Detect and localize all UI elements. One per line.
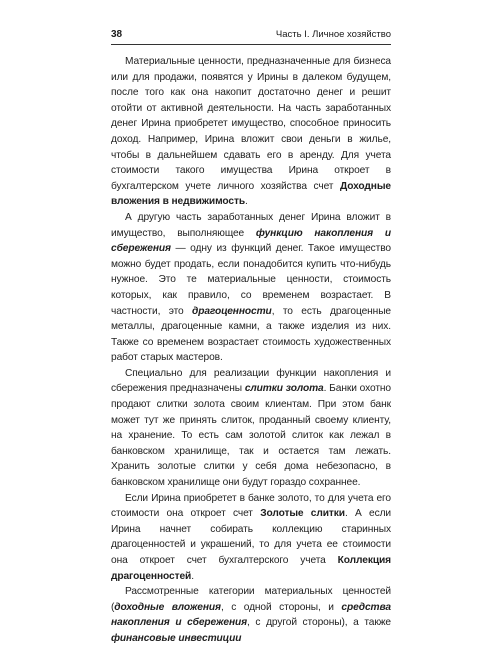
account-name: Доходные вложения в недвижимость: [111, 180, 391, 208]
text-run: .: [245, 196, 248, 208]
emphasized-term: средства накопления и сбережения: [111, 601, 391, 629]
text-run: Материальные ценности, предназначенные для бизнеса или для продажи, появятся у Ирины в далеком будущем, после того как она накопит достаточно денег и решит отойти от активной деятельности. На часть заработанных денег Ирина приобретет имущество, способное приносить доход. Например, Ирина вложит свои деньги в жилье, чтобы в дальнейшем сдавать его в аренду. Для учета стоимости такого имущества Ирина откроет в бухгалтерском учете личного хозяйства счет: [111, 56, 391, 192]
text-run: . Банки охотно продают слитки золота своим клиентам. При этом банк может тут же принять слиток, проданный своему клиенту, на хранение. То есть сам золотой слиток как лежал в банковском хранилище, так и остается там лежать. Хранить золотые слитки у себя дома небезопасно, в банковском хранилище они будут гораздо сохраннее.: [111, 383, 391, 489]
page-header: [111, 26, 391, 44]
text-run: Рассмотренные категории материальных ценностей (: [111, 586, 391, 613]
text-run: Специально для реализации функции накопления и сбережения предназначены: [111, 367, 391, 395]
account-name: Коллекция драгоценностей: [111, 555, 391, 582]
paragraph: [111, 54, 391, 210]
account-name: Золотые слитки: [260, 508, 345, 520]
text-run: , с другой стороны), а также: [247, 617, 391, 629]
text-run: — одну из функций денег. Такое имущество можно будет продать, если понадобится купить что-нибудь нужное. Это те материальные ценности, стоимость которых, как правило, со временем возрастает. В частности, это: [111, 243, 391, 317]
page-number: 38: [111, 29, 123, 40]
running-title: Часть I. Личное хозяйство: [275, 29, 391, 40]
text-run: , то есть драгоценные металлы, драгоценные камни, а также изделия из них. Также со временем возрастает стоимость художественных работ старых мастеров.: [111, 305, 391, 364]
paragraph: [111, 584, 391, 646]
emphasized-term: финансовые инвестиции: [111, 632, 242, 644]
text-run: Если Ирина приобретет в банке золото, то для учета его стоимости она откроет счет: [111, 492, 391, 520]
text-run: , с одной стороны, и: [220, 601, 342, 613]
emphasized-term: функцию накопления и сбережения: [111, 227, 391, 255]
emphasized-term: доходные вложения: [114, 601, 221, 613]
paragraph: [111, 366, 391, 491]
text-run: .: [191, 570, 194, 582]
body-text: [111, 54, 391, 647]
emphasized-term: слитки золота: [244, 383, 324, 395]
emphasized-term: драгоценности: [192, 305, 272, 317]
text-run: . А если Ирина начнет собирать коллекцию старинных драгоценностей и украшений, то для учета ее стоимости она откроет счет бухгалтерского учета: [111, 508, 392, 566]
header-divider: [111, 44, 391, 45]
text-run: А другую часть заработанных денег Ирина вложит в имущество, выполняющее: [111, 211, 391, 239]
paragraph: [111, 491, 391, 585]
paragraph: [111, 210, 391, 366]
